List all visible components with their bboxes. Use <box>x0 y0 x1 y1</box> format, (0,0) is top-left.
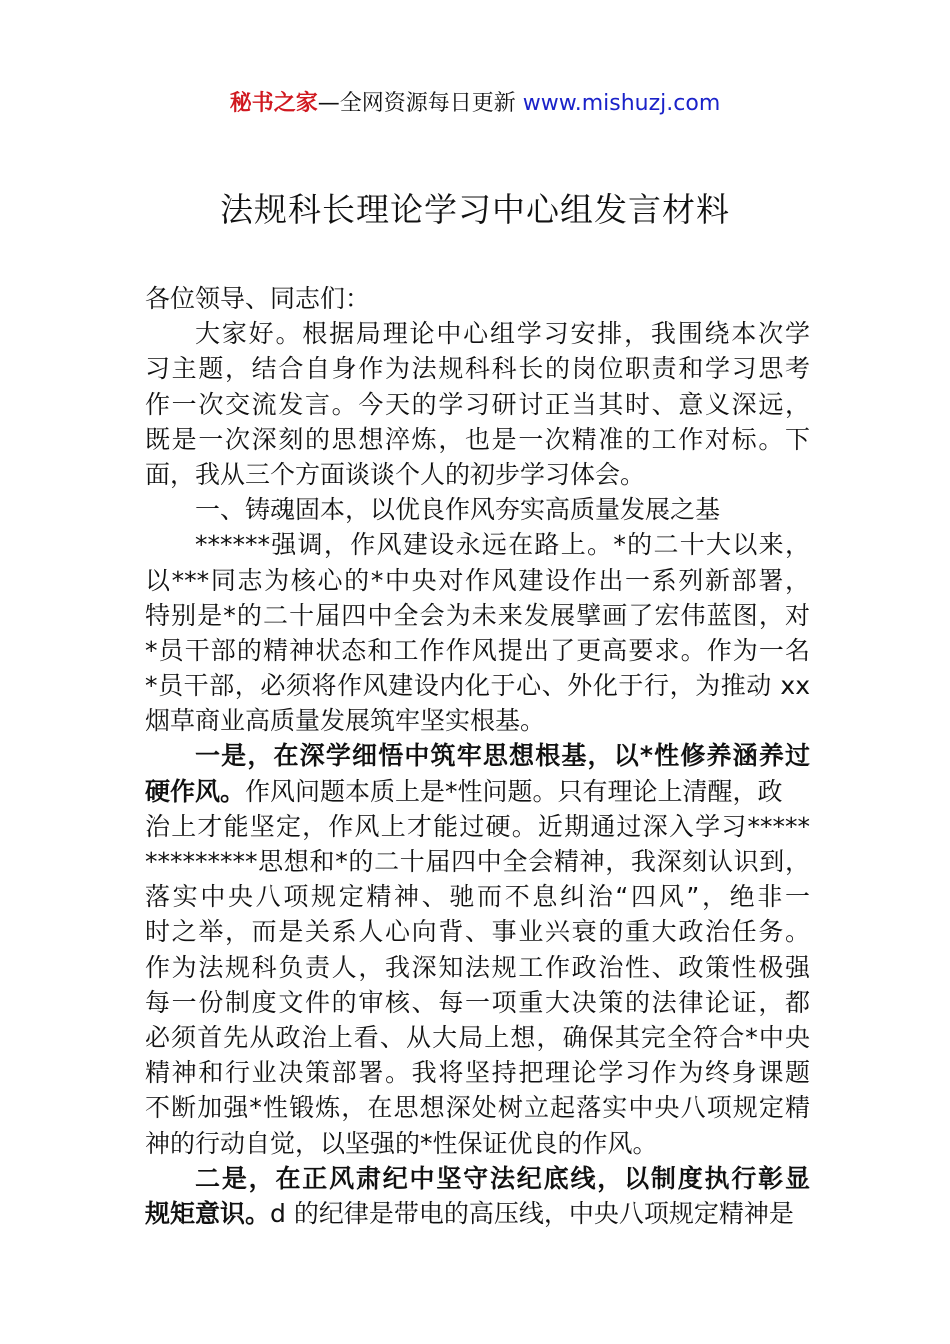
section-heading: 一、铸魂固本，以优良作风夯实高质量发展之基 <box>195 495 721 525</box>
paragraph-line <box>145 774 810 809</box>
paragraph-text: d 的纪律是带电的高压线，中央八项规定精神是 <box>270 1198 794 1228</box>
point-one-heading: 一是，在深学细悟中筑牢思想根基，以*性修养涵养过 <box>195 741 810 771</box>
document-body <box>145 281 810 1231</box>
paragraph-line: 烟草商业高质量发展筑牢坚实根基。 <box>145 706 546 736</box>
point-one-heading-end: 硬作风。 <box>145 776 246 806</box>
paragraph-line: 习主题，结合自身作为法规科科长的岗位职责和学习思考 <box>145 354 810 384</box>
paragraph-line: 每一份制度文件的审核、每一项重大决策的法律论证，都 <box>145 987 810 1017</box>
paragraph-line: *员干部，必须将作风建设内化于心、外化于行，为推动 xx <box>145 671 810 701</box>
paragraph-line: *********思想和*的二十届四中全会精神，我深刻认识到， <box>145 847 810 876</box>
site-url-link[interactable]: www.mishuzj.com <box>522 91 721 116</box>
paragraph-line: 大家好。根据局理论中心组学习安排，我围绕本次学 <box>195 319 810 349</box>
paragraph-line: 特别是*的二十届四中全会为未来发展擘画了宏伟蓝图，对 <box>145 600 810 630</box>
salutation: 各位领导、同志们： <box>145 284 371 313</box>
paragraph-line: 既是一次深刻的思想淬炼，也是一次精准的工作对标。下 <box>145 424 810 454</box>
paragraph-line: 以***同志为核心的*中央对作风建设作出一系列新部署， <box>145 565 810 595</box>
document-title: 法规科长理论学习中心组发言材料 <box>220 190 730 229</box>
point-two-heading-end: 规矩意识。 <box>145 1198 271 1228</box>
paragraph-line: 不断加强*性锻炼，在思想深处树立起落实中央八项规定精 <box>145 1093 810 1123</box>
paragraph-line: 落实中央八项规定精神、驰而不息纠治“四风”，绝非一 <box>145 882 810 912</box>
paragraph-line: 治上才能坚定，作风上才能过硬。近期通过深入学习***** <box>145 811 810 841</box>
paragraph-line: 必须首先从政治上看、从大局上想，确保其完全符合*中央 <box>145 1022 810 1052</box>
brand-name: 秘书之家 <box>229 91 318 116</box>
header-tagline: —全网资源每日更新 <box>317 91 523 116</box>
site-header <box>0 88 950 120</box>
paragraph-line: 作为法规科负责人，我深知法规工作政治性、政策性极强 <box>145 952 810 982</box>
paragraph-line: 作一次交流发言。今天的学习研讨正当其时、意义深远， <box>145 389 810 419</box>
paragraph-line: *员干部的精神状态和工作作风提出了更高要求。作为一名 <box>145 635 810 665</box>
point-two-heading: 二是，在正风肃纪中坚守法纪底线，以制度执行彰显 <box>195 1163 810 1193</box>
paragraph-text: 作风问题本质上是*性问题。只有理论上清醒，政 <box>245 776 783 806</box>
paragraph-line: ******强调，作风建设永远在路上。*的二十大以来， <box>195 530 810 560</box>
paragraph-line <box>145 1196 810 1231</box>
paragraph-line: 精神和行业决策部署。我将坚持把理论学习作为终身课题 <box>145 1058 810 1088</box>
paragraph-line: 时之举，而是关系人心向背、事业兴衰的重大政治任务。 <box>145 917 810 947</box>
paragraph-line: 神的行动自觉，以坚强的*性保证优良的作风。 <box>145 1128 658 1158</box>
paragraph-line: 面，我从三个方面谈谈个人的初步学习体会。 <box>145 459 646 489</box>
